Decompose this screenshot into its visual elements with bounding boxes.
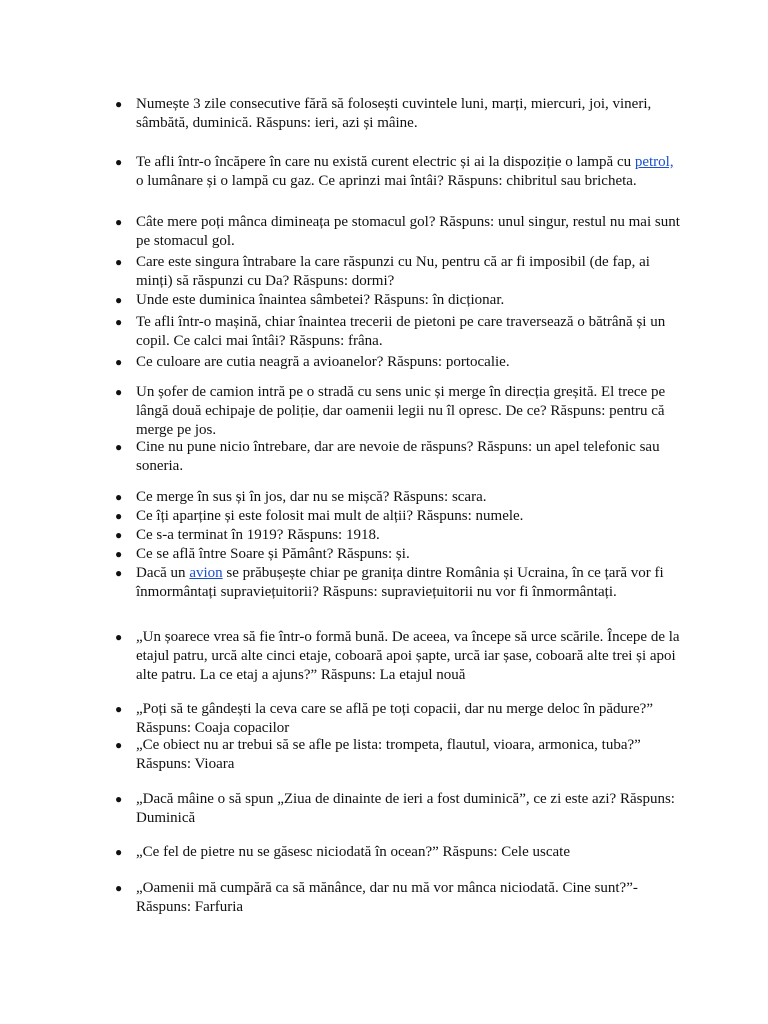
bullet-icon: ● [115, 293, 123, 307]
bullet-icon: ● [115, 702, 123, 716]
list-item-text: „Ce obiect nu ar trebui să se afle pe lista: trompeta, flautul, vioara, armonica, tuba?” Răspuns: Vioara [136, 737, 641, 772]
bullet-icon: ● [115, 255, 123, 269]
list-item-text: Care este singura întrabare la care răspunzi cu Nu, pentru că ar fi imposibil (de fap, ai minți) să răspunzi cu Da? Răspuns: dormi? [136, 254, 650, 289]
list-item-text: Unde este duminica înaintea sâmbetei? Răspuns: în dicționar. [136, 292, 505, 308]
bullet-icon: ● [115, 566, 123, 580]
list-item-text: Ce îți aparține și este folosit mai mult de alții? Răspuns: numele. [136, 508, 524, 524]
list-item-text-after: se prăbușește chiar pe granița dintre România și Ucraina, în ce țară vor fi înmormântați supraviețuitorii? Răspuns: supraviețuitorii nu vor fi înmormântați. [136, 565, 664, 600]
list-item-text: „Ce fel de pietre nu se găsesc niciodată în ocean?” Răspuns: Cele uscate [136, 844, 570, 860]
bullet-icon: ● [115, 490, 123, 504]
list-item-text: Ce merge în sus și în jos, dar nu se mișcă? Răspuns: scara. [136, 489, 487, 505]
list-item-text: Ce s-a terminat în 1919? Răspuns: 1918. [136, 527, 380, 543]
list-item-text-before: Dacă un [136, 565, 190, 581]
bullet-icon: ● [115, 528, 123, 542]
bullet-icon: ● [115, 385, 123, 399]
list-item-text: Te afli într-o mașină, chiar înaintea trecerii de pietoni pe care traversează o bătrână și un copil. Ce calci mai întâi? Răspuns: frâna. [136, 314, 666, 349]
list-item-text: Ce se află între Soare și Pământ? Răspuns: și. [136, 546, 410, 562]
list-item-text: Câte mere poți mânca dimineața pe stomacul gol? Răspuns: unul singur, restul nu mai sunt pe stomacul gol. [136, 214, 680, 249]
bullet-icon: ● [115, 355, 123, 369]
list-item-text: Un șofer de camion intră pe o stradă cu sens unic și merge în direcția greșită. El trece pe lângă două echipaje de poliție, dar oamenii legii nu îl opresc. De ce? Răspuns: pentru că merge pe jos. [136, 384, 666, 438]
bullet-icon: ● [115, 315, 123, 329]
bullet-icon: ● [115, 845, 123, 859]
list-item-text [136, 564, 681, 602]
list-item-text: „Un șoarece vrea să fie într-o formă bună. De aceea, va începe să urce scările. Începe de la etajul patru, urcă alte cinci etaje, coboară apoi șapte, urcă iar șase, coboară alte trei și apoi alte patru. La ce etaj a ajuns?” Răspuns: La etajul nouă [136, 629, 680, 683]
bullet-icon: ● [115, 440, 123, 454]
petrol-link[interactable]: petrol, [634, 154, 674, 170]
list-item-text: Cine nu pune nicio întrebare, dar are nevoie de răspuns? Răspuns: un apel telefonic sau soneria. [136, 439, 660, 474]
list-item-text: „Dacă mâine o să spun „Ziua de dinainte de ieri a fost duminică”, ce zi este azi? Răspuns: Duminică [136, 791, 675, 826]
list-item-text [136, 153, 681, 191]
bullet-icon: ● [115, 881, 123, 895]
list-item-text-before: Te afli într-o încăpere în care nu există curent electric și ai la dispoziție o lampă cu [136, 154, 635, 170]
bullet-icon: ● [115, 630, 123, 644]
list-item-text: „Poți să te gândești la ceva care se află pe toți copacii, dar nu merge deloc în pădure?” Răspuns: Coaja copacilor [136, 701, 653, 736]
bullet-icon: ● [115, 97, 123, 111]
list-item-text: Ce culoare are cutia neagră a avioanelor? Răspuns: portocalie. [136, 354, 510, 370]
bullet-icon: ● [115, 547, 123, 561]
bullet-icon: ● [115, 792, 123, 806]
bullet-icon: ● [115, 738, 123, 752]
list-item-text: Numește 3 zile consecutive fără să folosești cuvintele luni, marți, miercuri, joi, vineri, sâmbătă, duminică. Răspuns: ieri, azi și mâine. [136, 96, 652, 131]
bullet-icon: ● [115, 155, 123, 169]
avion-link[interactable]: avion [189, 565, 223, 581]
list-item-text-after: o lumânare și o lampă cu gaz. Ce aprinzi mai întâi? Răspuns: chibritul sau bricheta. [136, 173, 637, 189]
bullet-icon: ● [115, 215, 123, 229]
bullet-icon: ● [115, 509, 123, 523]
list-item-text: „Oamenii mă cumpără ca să mănânce, dar nu mă vor mânca niciodată. Cine sunt?”- Răspuns: Farfuria [136, 880, 638, 915]
